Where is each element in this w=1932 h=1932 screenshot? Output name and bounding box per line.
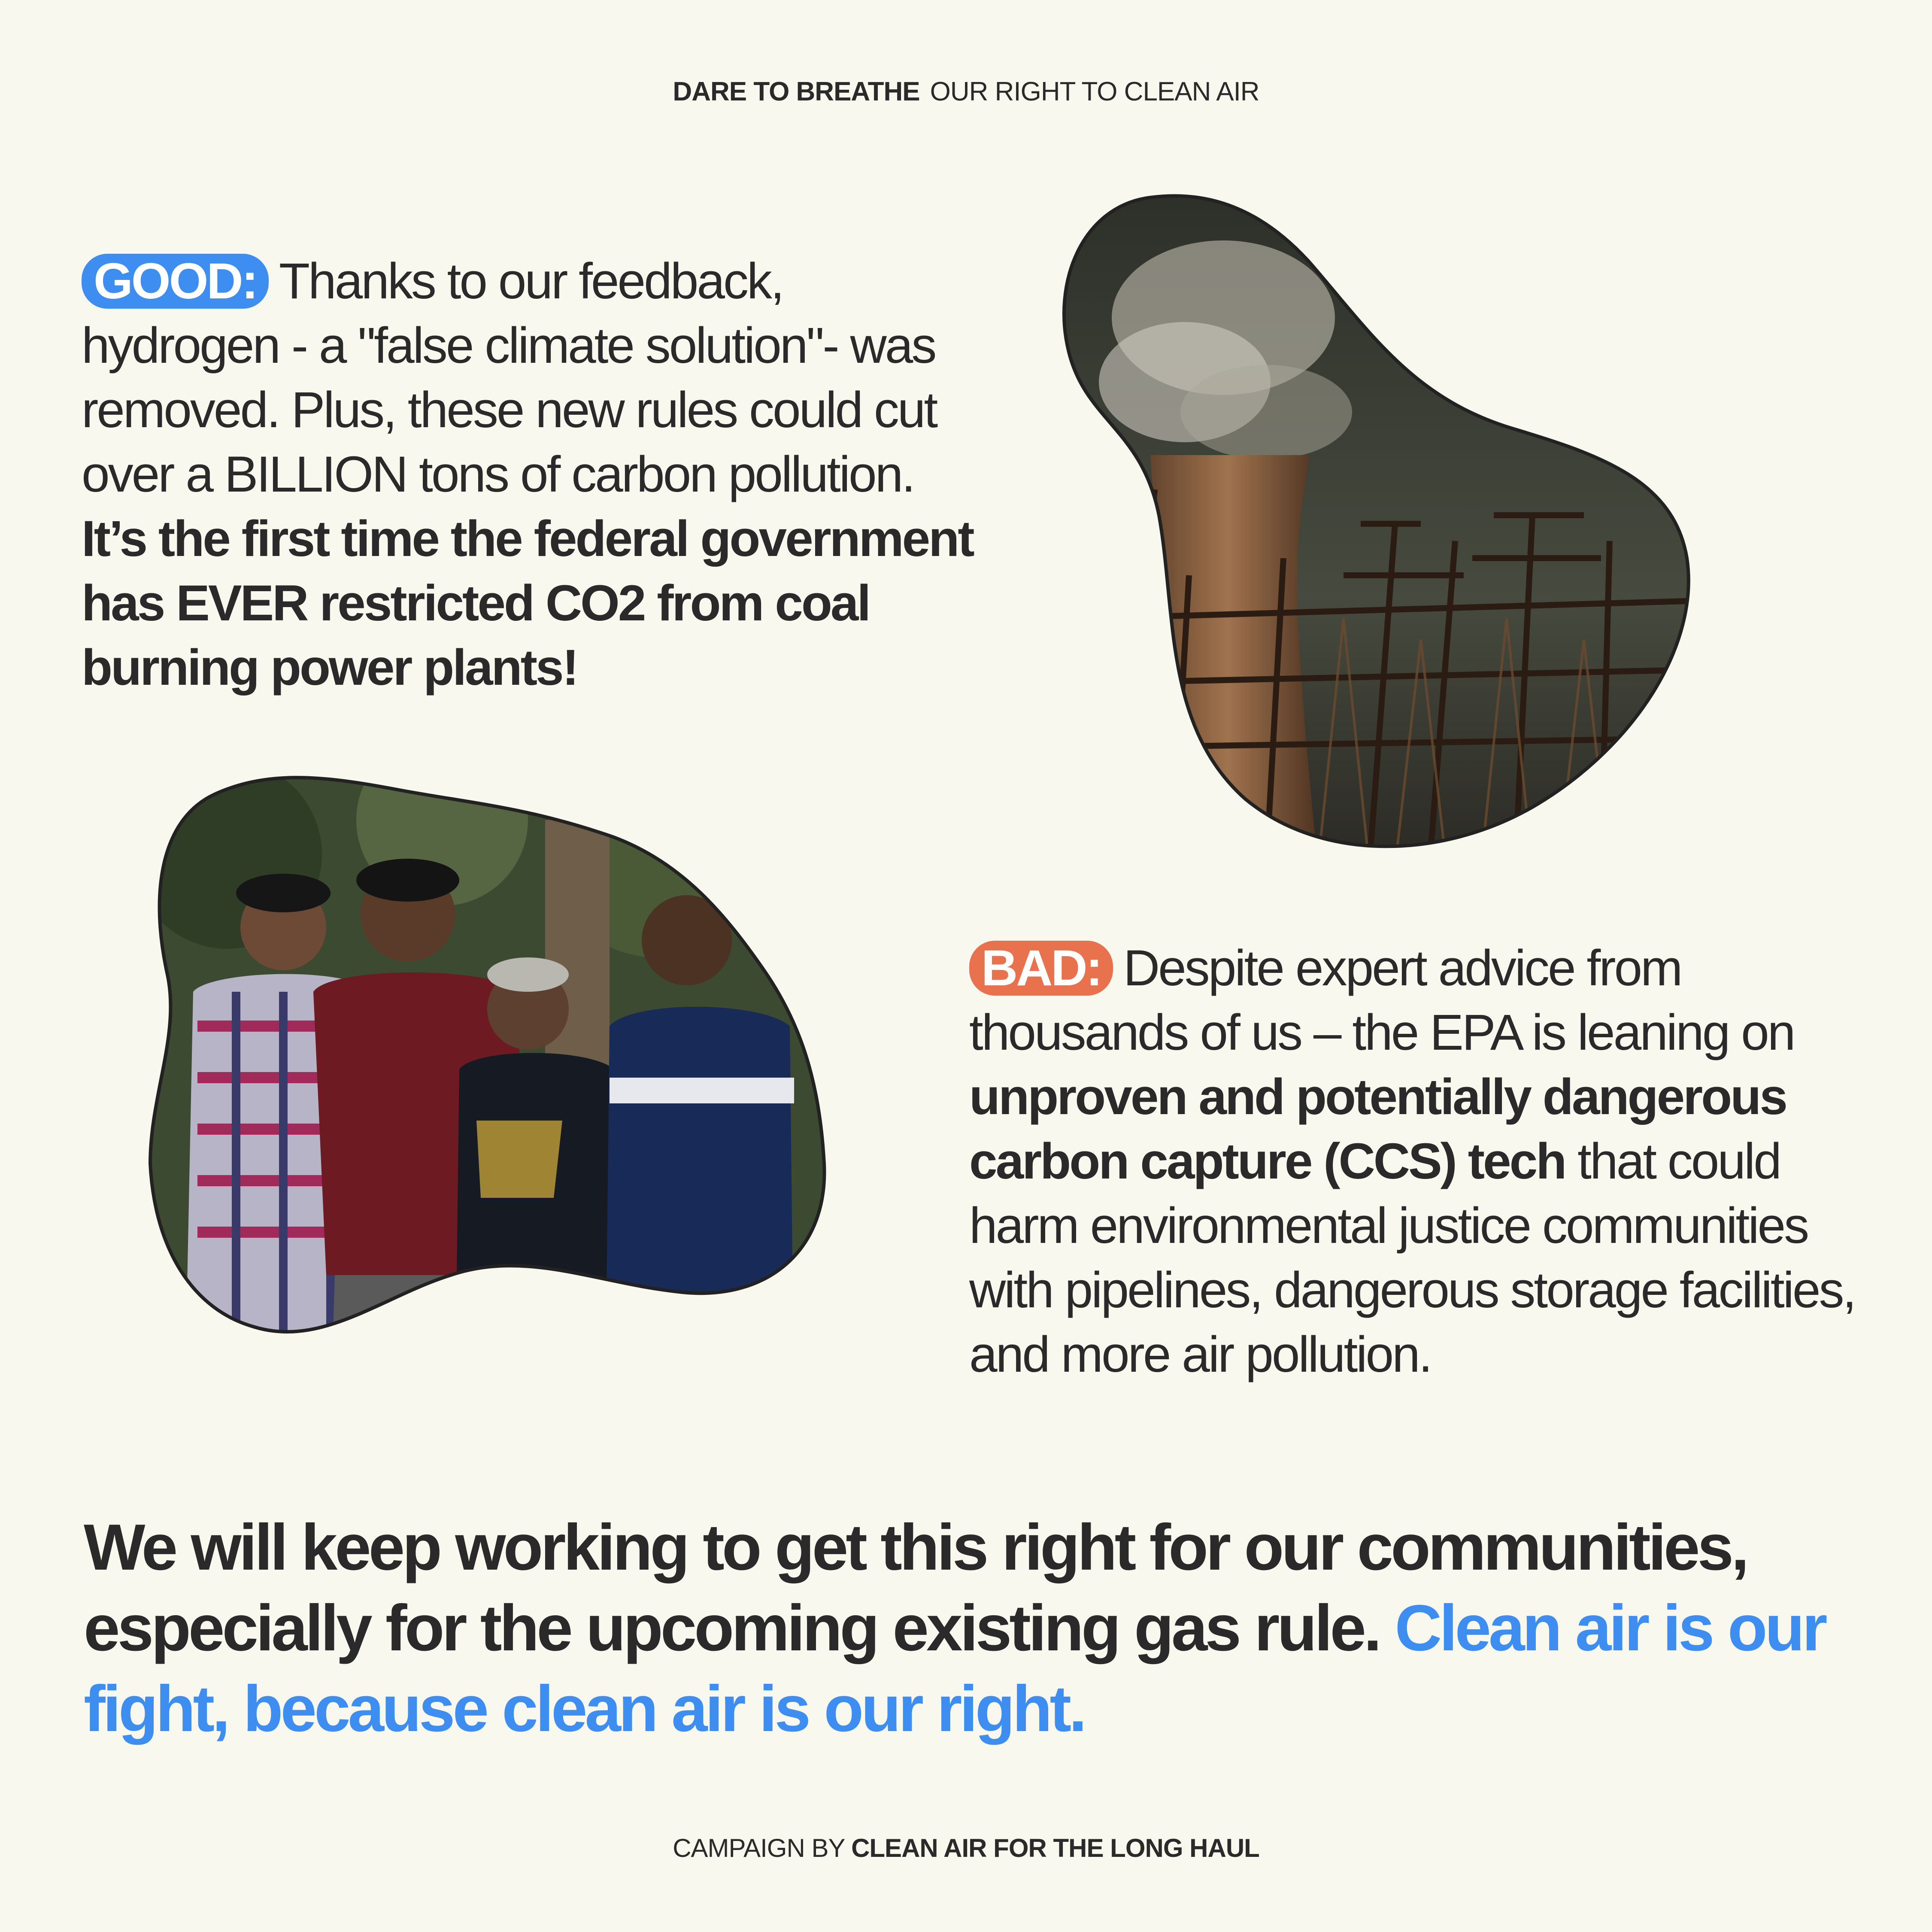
closing-dark-text: We will keep working to get this right for our communities, especially for the upcoming existing gas rule. [84, 1511, 1747, 1665]
footer-prefix: CAMPAIGN BY [673, 1834, 845, 1862]
header-tagline: OUR RIGHT TO CLEAN AIR [930, 77, 1259, 106]
bad-text-before: Despite expert advice from thousands of us – the EPA is leaning on [969, 940, 1794, 1061]
good-label: GOOD: [82, 254, 269, 309]
good-text: Thanks to our feedback, hydrogen - a "false climate solution"- was removed. Plus, these new rules could cut over a BILLION tons of carbon pollution. [82, 253, 937, 503]
good-bold-text: It’s the first time the federal government has EVER restricted CO2 from coal burning power plants! [82, 510, 973, 696]
bad-bold-text: unproven and potentially dangerous carbon capture (CCS) tech [969, 1069, 1786, 1190]
bad-label: BAD: [969, 941, 1113, 996]
community-members-photo [142, 769, 837, 1413]
campaign-header [0, 76, 1932, 107]
bad-text-after: that could harm environmental justice communities with pipelines, dangerous storage facilities, and more air pollution. [969, 1133, 1855, 1383]
bad-paragraph [969, 936, 1892, 1387]
campaign-footer [0, 1833, 1932, 1863]
closing-blue-text: Clean air is our fight, because clean air is our right. [84, 1592, 1825, 1745]
good-paragraph [82, 249, 979, 700]
power-plant-photo [1043, 189, 1713, 867]
header-brand: DARE TO BREATHE [673, 77, 920, 106]
closing-statement [84, 1507, 1887, 1749]
footer-org: CLEAN AIR FOR THE LONG HAUL [851, 1834, 1259, 1862]
